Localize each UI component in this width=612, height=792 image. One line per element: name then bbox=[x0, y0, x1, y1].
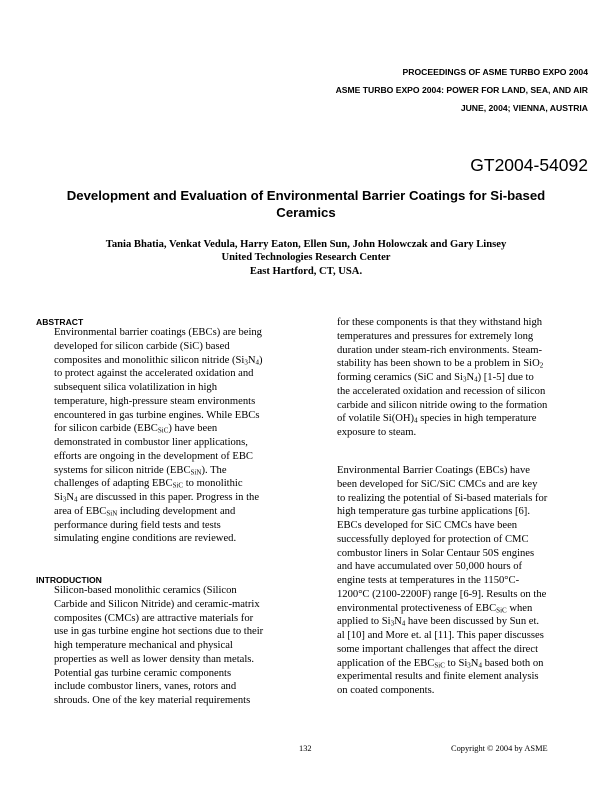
paper-title bbox=[0, 188, 612, 221]
text-line: efforts are ongoing in the development of EBC bbox=[54, 450, 253, 462]
right-column-paragraph-2 bbox=[337, 464, 547, 698]
text-line: Environmental Barrier Coatings (EBCs) have bbox=[337, 465, 530, 476]
text-line: application of the $EBC_{SiC}$ to $Si_3N_4$ based both on bbox=[337, 657, 544, 669]
text-line: Silicon-based monolithic ceramics (Silicon bbox=[54, 585, 237, 596]
text-line: properties as well as lower density than metals. bbox=[54, 653, 255, 665]
text-line: EBCs developed for SiC CMCs have been bbox=[337, 520, 518, 531]
text-line: Potential gas turbine ceramic components bbox=[54, 667, 232, 679]
text-line: include combustor liners, vanes, rotors and bbox=[54, 681, 237, 693]
text-line: on coated components. bbox=[337, 685, 435, 696]
copyright-notice: Copyright © 2004 by ASME bbox=[451, 744, 548, 753]
abstract-heading: ABSTRACT bbox=[36, 317, 84, 327]
text-line: encountered in gas turbine engines. While EBCs bbox=[54, 409, 260, 421]
text-line: al [10] and More et. al [11]. This paper discusses bbox=[337, 630, 544, 641]
proceedings-header-line: PROCEEDINGS OF ASME TURBO EXPO 2004 bbox=[402, 67, 588, 77]
introduction-body bbox=[54, 584, 263, 708]
text-line: developed for silicon carbide (SiC) based bbox=[54, 340, 230, 352]
text-line: forming ceramics (SiC and $Si_3N_4$) [1-5] due to bbox=[337, 372, 534, 384]
text-line: high temperature gas turbine applications [6]. bbox=[337, 506, 530, 518]
text-line: performance during field tests and tests bbox=[54, 519, 221, 531]
text-line: for silicon carbide $(EBC_{SiC})$ have been bbox=[54, 423, 218, 435]
conference-header-line: ASME TURBO EXPO 2004: POWER FOR LAND, SEA, AND AIR bbox=[335, 85, 588, 95]
text-line: the accelerated oxidation and recession of silicon bbox=[337, 385, 546, 397]
title-line-1: Development and Evaluation of Environmental Barrier Coatings for Si-based bbox=[66, 188, 546, 203]
text-line: systems for silicon nitride $(EBC_{SiN})$. The bbox=[54, 464, 227, 476]
text-line: Environmental barrier coatings (EBCs) are being bbox=[54, 327, 262, 338]
text-line: temperature, high-pressure steam environments bbox=[54, 395, 256, 407]
date-location-header-line: JUNE, 2004; VIENNA, AUSTRIA bbox=[460, 103, 588, 113]
text-line: for these components is that they withstand high bbox=[337, 317, 543, 328]
author-affiliation: United Technologies Research Center bbox=[221, 252, 391, 264]
text-line: carbide and silicon nitride owing to the formation bbox=[337, 399, 548, 411]
text-line: $Si_3N_4$ are discussed in this paper. Progress in the bbox=[54, 492, 260, 504]
text-line: challenges of adapting $EBC_{SiC}$ to monolithic bbox=[54, 478, 243, 490]
text-line: combustor liners in Solar Centaur 50S engines bbox=[337, 547, 535, 559]
text-line: engine tests at temperatures in the 1150°C- bbox=[337, 575, 520, 586]
text-line: demonstrated in combustor liner applications, bbox=[54, 437, 248, 448]
text-line: been developed for SiC/SiC CMCs and are key bbox=[337, 478, 538, 490]
text-line: successfully deployed for protection of CMC bbox=[337, 533, 529, 545]
title-line-2: Ceramics bbox=[276, 204, 336, 220]
introduction-heading: INTRODUCTION bbox=[36, 575, 102, 585]
text-line: applied to $Si_3N_4$ have been discussed by Sun et. bbox=[337, 616, 540, 628]
text-line: some important challenges that affect the direct bbox=[337, 643, 539, 655]
text-line: temperatures and pressures for extremely long bbox=[337, 330, 534, 342]
text-line: Carbide and Silicon Nitride) and ceramic-matrix bbox=[54, 598, 260, 610]
text-line: duration under steam-rich environments. Steam- bbox=[337, 344, 543, 356]
text-line: to protect against the accelerated oxidation and bbox=[54, 368, 254, 380]
text-line: and have accumulated over 50,000 hours of bbox=[337, 561, 523, 573]
text-line: of volatile $Si(OH)_4$ species in high temperature bbox=[337, 413, 537, 425]
abstract-body bbox=[54, 326, 263, 546]
text-line: shrouds. One of the key material requirements bbox=[54, 695, 251, 706]
text-line: composites and monolithic silicon nitride $(Si_3N_4)$ bbox=[54, 354, 263, 366]
paper-id: GT2004-54092 bbox=[470, 155, 588, 175]
text-line: exposure to steam. bbox=[337, 427, 417, 438]
text-line: subsequent silica volatilization in high bbox=[54, 382, 217, 393]
text-line: environmental protectiveness of $EBC_{SiC}$ when bbox=[337, 602, 533, 614]
text-line: 1200°C (2100-2200F) range [6-9]. Results on the bbox=[337, 588, 547, 600]
page-number: 132 bbox=[299, 744, 312, 753]
author-location: East Hartford, CT, USA. bbox=[249, 265, 363, 277]
text-line: use in gas turbine engine hot sections due to their bbox=[54, 626, 264, 638]
text-line: experimental results and finite element analysis bbox=[337, 671, 539, 683]
author-names: Tania Bhatia, Venkat Vedula, Harry Eaton, Ellen Sun, John Holowczak and Gary Linsey bbox=[105, 239, 507, 250]
text-line: area of $EBC_{SiN}$ including development and bbox=[54, 505, 236, 518]
text-line: to realizing the potential of Si-based materials for bbox=[337, 492, 548, 504]
right-column-paragraph-1 bbox=[337, 316, 547, 440]
author-block bbox=[0, 238, 612, 278]
text-line: stability has been shown to be a problem in SiO$_2$ bbox=[337, 358, 544, 370]
text-line: high temperature mechanical and physical bbox=[54, 640, 233, 651]
text-line: composites (CMCs) are attractive materials for bbox=[54, 612, 254, 624]
text-line: simulating engine conditions are reviewed. bbox=[54, 533, 237, 545]
